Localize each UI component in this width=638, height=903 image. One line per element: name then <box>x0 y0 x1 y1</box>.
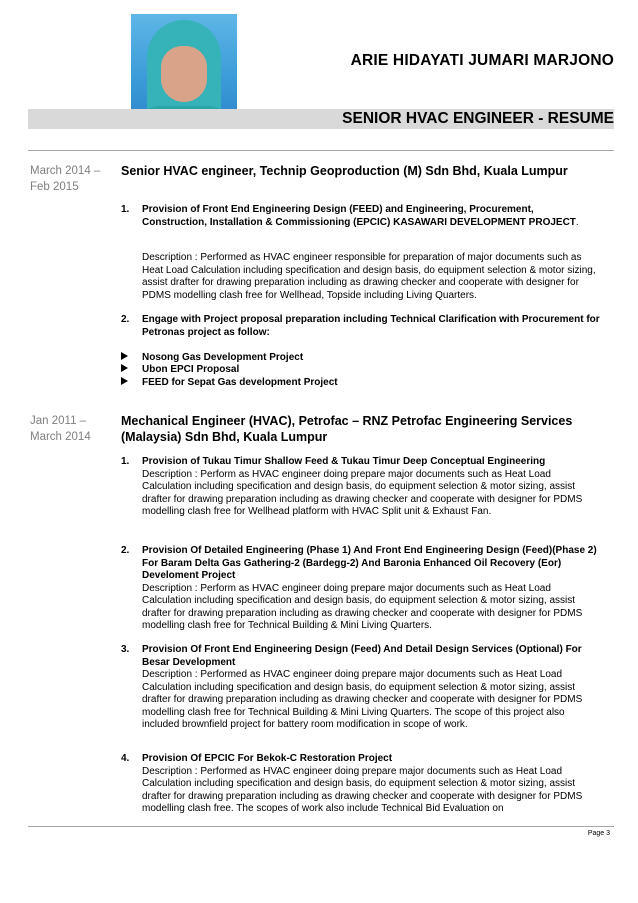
item-description: Description : Performed as HVAC engineer doing prepare major documents such as Heat Load Calculation including specification and design basis, do equipment selection & motor sizing, assist drafter for drawing preparation including as drawing checker and cooperate with designer for PDMS modelling clash free. The scopes of work also include Technical Bid Evaluation on <box>142 765 583 814</box>
item-title: Engage with Project proposal preparation including Technical Clarification with Procurement for Petronas project as follow: <box>142 314 600 338</box>
item-title: Provision Of Detailed Engineering (Phase 1) And Front End Engineering Design (Feed)(Phase 2) For Baram Delta Gas Gathering-2 (Bardegg-2) And Baronia Enhanced Oil Recovery (Eor) Develoment Project <box>142 545 597 581</box>
job2-item-2 <box>121 545 601 633</box>
job2-item-3 <box>121 644 601 732</box>
item-number: 1. <box>121 456 130 467</box>
item-description: Description : Performed as HVAC engineer doing prepare major documents such as Heat Load Calculation including specification and design basis, do equipment selection & motor sizing, assist drafter for drawing preparation including as drawing checker and cooperate with designer for PDMS modelling clash free for Technical Building & Mini Living Quarters. The scope of this project also included brownfield project for battery room modification in scope of work. <box>142 669 583 730</box>
job2-item-1 <box>121 456 601 519</box>
item-number: 1. <box>121 204 130 215</box>
resume-title: SENIOR HVAC ENGINEER - RESUME <box>342 110 614 127</box>
item-description: Description : Perform as HVAC engineer doing prepare major documents such as Heat Load Calculation including specification and design basis, do equipment selection & motor sizing, assist drafter for drawing preparation including as drawing checker and cooperate with designer for PDMS modelling clash free for Technical Building & Mini Living Quarters. <box>142 582 583 631</box>
job1-date-start: March 2014 – <box>30 165 101 177</box>
item-title: Provision of Front End Engineering Design (FEED) and Engineering, Procurement, Construction, Installation & Commissioning (EPCIC) KASAWARI DEVELOPMENT PROJECT <box>142 204 576 228</box>
item-number: 3. <box>121 644 130 655</box>
job2-item-4 <box>121 753 601 816</box>
applicant-name: ARIE HIDAYATI JUMARI MARJONO <box>350 52 614 69</box>
item-title: Provision of Tukau Timur Shallow Feed & Tukau Timur Deep Conceptual Engineering <box>142 456 546 467</box>
proposal-bullet: Nosong Gas Development Project <box>121 352 303 364</box>
footer-divider <box>28 826 614 827</box>
job2-date-start: Jan 2011 – <box>30 415 87 427</box>
arrow-bullet-icon <box>121 377 128 385</box>
item-title: Provision Of Front End Engineering Design (Feed) And Detail Design Services (Optional) For Besar Development <box>142 644 582 668</box>
arrow-bullet-icon <box>121 352 128 360</box>
job1-item-1 <box>121 204 601 229</box>
job1-item-1-description: Description : Performed as HVAC engineer responsible for preparation of major documents such as Heat Load Calculation including specification and design basis, do equipment selection & motor sizing, assist drafter for drawing preparation including as drawing checker and cooperate with designer for PDMS modelling clash free for Wellhead, Topside including Living Quarters. <box>142 252 596 301</box>
job2-date-end: March 2014 <box>30 431 91 443</box>
photo-face <box>161 46 207 102</box>
arrow-bullet-icon <box>121 364 128 372</box>
job2-heading: Mechanical Engineer (HVAC), Petrofac – RNZ Petrofac Engineering Services (Malaysia) Sdn Bhd, Kuala Lumpur <box>121 414 573 444</box>
job1-item-2 <box>121 314 601 339</box>
page-number: Page 3 <box>587 830 610 837</box>
item-title: Provision Of EPCIC For Bekok-C Restoration Project <box>142 753 393 764</box>
proposal-bullet: Ubon EPCI Proposal <box>121 364 239 376</box>
header-divider <box>28 150 614 151</box>
item-number: 2. <box>121 314 130 325</box>
job1-date-end: Feb 2015 <box>30 181 79 193</box>
job1-heading: Senior HVAC engineer, Technip Geoproduction (M) Sdn Bhd, Kuala Lumpur <box>121 164 568 178</box>
item-number: 2. <box>121 545 130 556</box>
proposal-bullet: FEED for Sepat Gas development Project <box>121 377 338 389</box>
item-description: Description : Perform as HVAC engineer doing prepare major documents such as Heat Load Calculation including specification and design basis, do equipment selection & motor sizing, assist drafter for drawing preparation including as drawing checker and cooperate with designer for PDMS modelling clash free for Wellhead platform with HVAC Split unit & Exhaust Fan. <box>142 468 583 517</box>
item-number: 4. <box>121 753 130 764</box>
item-title-period: . <box>575 216 579 228</box>
